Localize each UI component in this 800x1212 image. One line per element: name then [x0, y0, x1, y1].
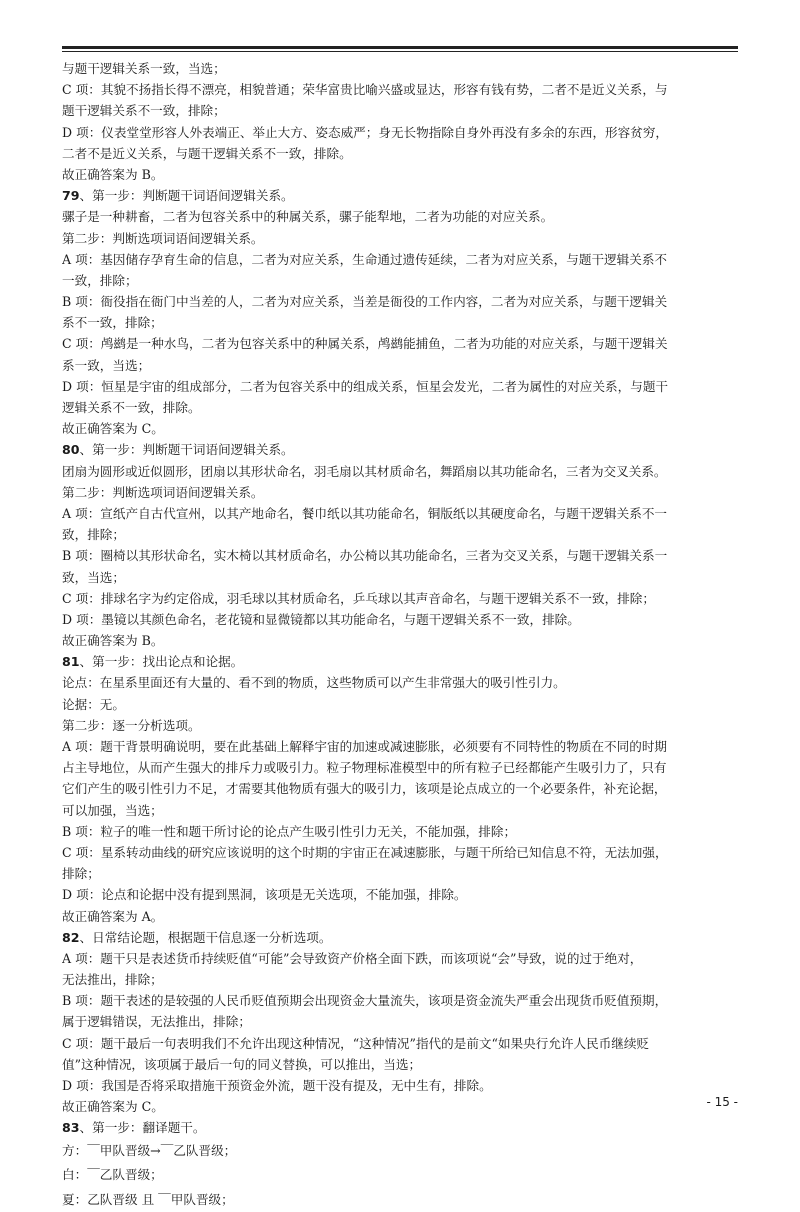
text-line	[62, 800, 742, 821]
line-text: 故正确答案为 A。	[62, 908, 164, 924]
line-text: C 项：题干最后一句表明我们不允许出现这种情况，“这种情况”指代的是前文“如果央行允许人民币继续贬	[62, 1035, 650, 1051]
text-line	[62, 312, 742, 333]
text-line	[62, 122, 742, 143]
text-line	[62, 588, 742, 609]
line-text: 故正确答案为 B。	[62, 166, 164, 182]
text-line	[62, 545, 742, 566]
text-line	[62, 355, 742, 376]
text-line	[62, 630, 742, 651]
text-line	[62, 990, 742, 1011]
line-text: 系一致，当选；	[62, 357, 151, 373]
text-line	[62, 461, 742, 482]
question-heading	[62, 185, 742, 206]
line-text: 题干逻辑关系不一致，排除；	[62, 103, 226, 119]
text-line	[62, 609, 742, 630]
text-line	[62, 1054, 742, 1075]
question-number: 82	[62, 929, 80, 945]
line-text: 第二步：判断选项词语间逻辑关系。	[62, 484, 264, 500]
text-line	[62, 58, 742, 79]
line-text: D 项：墨镜以其颜色命名，老花镜和显微镜都以其功能命名，与题干逻辑关系不一致，排除。	[62, 611, 580, 627]
line-text: C 项：星系转动曲线的研究应该说明的这个时期的宇宙正在减速膨胀，与题干所给已知信息不符，无法加强，	[62, 844, 668, 860]
text-line	[62, 1096, 742, 1117]
line-text: 方：￣甲队晋级→￣乙队晋级；	[62, 1142, 237, 1158]
line-text: 无法推出，排除；	[62, 972, 163, 988]
text-line	[62, 567, 742, 588]
text-line	[62, 376, 742, 397]
line-text: 白：￣乙队晋级；	[62, 1167, 163, 1183]
header-rule-thick	[62, 46, 738, 49]
line-text: A 项：题干背景明确说明，要在此基础上解释宇宙的加速或减速膨胀，必须要有不同特性的物质在不同的时期	[62, 739, 668, 754]
question-heading	[62, 651, 742, 672]
text-line	[62, 842, 742, 863]
question-heading	[62, 439, 742, 460]
text-line	[62, 1075, 742, 1096]
text-line	[62, 821, 742, 842]
line-text: C 项：鸬鹚是一种水鸟，二者为包容关系中的种属关系，鸬鹚能捕鱼，二者为功能的对应关系，与题干逻辑关	[62, 336, 668, 352]
question-number: 83	[62, 1120, 80, 1136]
line-text: B 项：粒子的唯一性和题干所讨论的论点产生吸引性引力无关，不能加强，排除；	[62, 823, 517, 839]
text-line	[62, 948, 742, 969]
line-text: 论据：无。	[62, 696, 125, 712]
text-line	[62, 1139, 742, 1164]
line-text: 、第一步：找出论点和论据。	[79, 654, 244, 670]
line-text: A 项：宣纸产自古代宣州，以其产地命名，餐巾纸以其功能命名，铜版纸以其硬度命名，与题干逻辑关系不一	[62, 505, 668, 521]
line-text: 、第一步：判断题干词语间逻辑关系。	[79, 188, 294, 204]
line-text: D 项：仪表堂堂形容人外表端正、举止大方、姿态威严；身无长物指除自身外再没有多余的东西，形容贫穷，	[62, 124, 669, 140]
line-text: 致，排除；	[62, 527, 125, 543]
text-line	[62, 757, 742, 778]
line-text: A 项：题干只是表述货币持续贬值“可能”会导致资产价格全面下跌，而该项说“会”导致，说的过于绝对，	[62, 950, 643, 966]
line-text: 致，当选；	[62, 569, 125, 585]
text-line	[62, 969, 742, 990]
line-text: 论点：在星系里面还有大量的、看不到的物质，这些物质可以产生非常强大的吸引性引力。	[62, 675, 566, 691]
text-line	[62, 778, 742, 799]
line-text: 团扇为圆形或近似圆形，团扇以其形状命名，羽毛扇以其材质命名，舞蹈扇以其功能命名，三者为交叉关系。	[62, 463, 667, 479]
line-text: 占主导地位，从而产生强大的排斥力或吸引力。粒子物理标准模型中的所有粒子已经都能产生吸引力了，只有	[62, 760, 667, 776]
question-number: 81	[62, 654, 80, 670]
line-text: 夏：乙队晋级 且 ￣甲队晋级；	[62, 1191, 234, 1207]
text-line	[62, 863, 742, 884]
line-text: 故正确答案为 C。	[62, 1099, 164, 1115]
line-text: 骡子是一种耕畜，二者为包容关系中的种属关系，骡子能犁地，二者为功能的对应关系。	[62, 209, 554, 225]
text-line	[62, 206, 742, 227]
question-heading	[62, 1117, 742, 1138]
text-line	[62, 672, 742, 693]
page-number: - 15 -	[706, 1095, 738, 1109]
text-line	[62, 228, 742, 249]
text-line	[62, 1188, 742, 1212]
line-text: 二者不是近义关系，与题干逻辑关系不一致，排除。	[62, 145, 352, 161]
text-line	[62, 482, 742, 503]
text-line	[62, 906, 742, 927]
line-text: 一致，排除；	[62, 272, 138, 288]
text-line	[62, 270, 742, 291]
line-text: 它们产生的吸引性引力不足，才需要其他物质有强大的吸引力，该项是论点成立的一个必要条件，补充论据，	[62, 781, 667, 797]
text-line	[62, 524, 742, 545]
header-rule-thin	[62, 51, 738, 52]
text-line	[62, 164, 742, 185]
text-line	[62, 291, 742, 312]
line-text: B 项：圈椅以其形状命名，实木椅以其材质命名，办公椅以其功能命名，三者为交叉关系，与题干逻辑关系一	[62, 548, 668, 564]
question-number: 79	[62, 188, 80, 204]
text-line	[62, 503, 742, 524]
text-line	[62, 333, 742, 354]
text-line	[62, 694, 742, 715]
line-text: A 项：基因储存孕育生命的信息，二者为对应关系，生命通过遗传延续，二者为对应关系，与题干逻辑关系不	[62, 251, 668, 267]
line-text: B 项：衙役指在衙门中当差的人，二者为对应关系，当差是衙役的工作内容，二者为对应关系，与题干逻辑关	[62, 294, 668, 310]
line-text: B 项：题干表述的是较强的人民币贬值预期会出现资金大量流失，该项是资金流失严重会出现货币贬值预期，	[62, 993, 668, 1009]
line-text: 故正确答案为 C。	[62, 421, 164, 437]
line-text: 逻辑关系不一致，排除。	[62, 400, 201, 415]
text-line	[62, 143, 742, 164]
line-text: 故正确答案为 B。	[62, 633, 164, 649]
question-number: 80	[62, 442, 80, 458]
text-line	[62, 715, 742, 736]
line-text: D 项：恒星是宇宙的组成部分，二者为包容关系中的组成关系，恒星会发光，二者为属性的对应关系，与题干	[62, 378, 669, 394]
line-text: 与题干逻辑关系一致，当选；	[62, 61, 226, 76]
line-text: 第二步：逐一分析选项。	[62, 717, 201, 733]
text-line	[62, 884, 742, 905]
text-line	[62, 1033, 742, 1054]
line-text: C 项：其貌不扬指长得不漂亮，相貌普通；荣华富贵比喻兴盛或显达，形容有钱有势，二者不是近义关系，与	[62, 82, 668, 98]
line-text: 排除；	[62, 866, 100, 882]
line-text: 、第一步：判断题干词语间逻辑关系。	[79, 442, 294, 458]
line-text: 、第一步：翻译题干。	[79, 1120, 206, 1136]
line-text: D 项：我国是否将采取措施干预资金外流，题干没有提及，无中生有，排除。	[62, 1078, 492, 1093]
text-line	[62, 100, 742, 121]
line-text: 可以加强，当选；	[62, 802, 163, 818]
text-line	[62, 1163, 742, 1188]
line-text: 第二步：判断选项词语间逻辑关系。	[62, 230, 264, 246]
text-line	[62, 1011, 742, 1032]
text-line	[62, 79, 742, 100]
line-text: 、日常结论题，根据题干信息逐一分析选项。	[79, 929, 332, 945]
text-line	[62, 249, 742, 270]
text-line	[62, 397, 742, 418]
text-line	[62, 736, 742, 757]
text-line	[62, 418, 742, 439]
line-text: C 项：排球名字为约定俗成，羽毛球以其材质命名，乒乓球以其声音命名，与题干逻辑关系不一致，排除；	[62, 590, 655, 606]
document-body	[62, 58, 742, 1212]
question-heading	[62, 927, 742, 948]
line-text: 值”这种情况，该项属于最后一句的同义替换，可以推出，当选；	[62, 1056, 422, 1072]
line-text: 系不一致，排除；	[62, 315, 163, 331]
line-text: D 项：论点和论据中没有提到黑洞，该项是无关选项，不能加强，排除。	[62, 887, 467, 903]
line-text: 属于逻辑错误，无法推出，排除；	[62, 1014, 251, 1030]
